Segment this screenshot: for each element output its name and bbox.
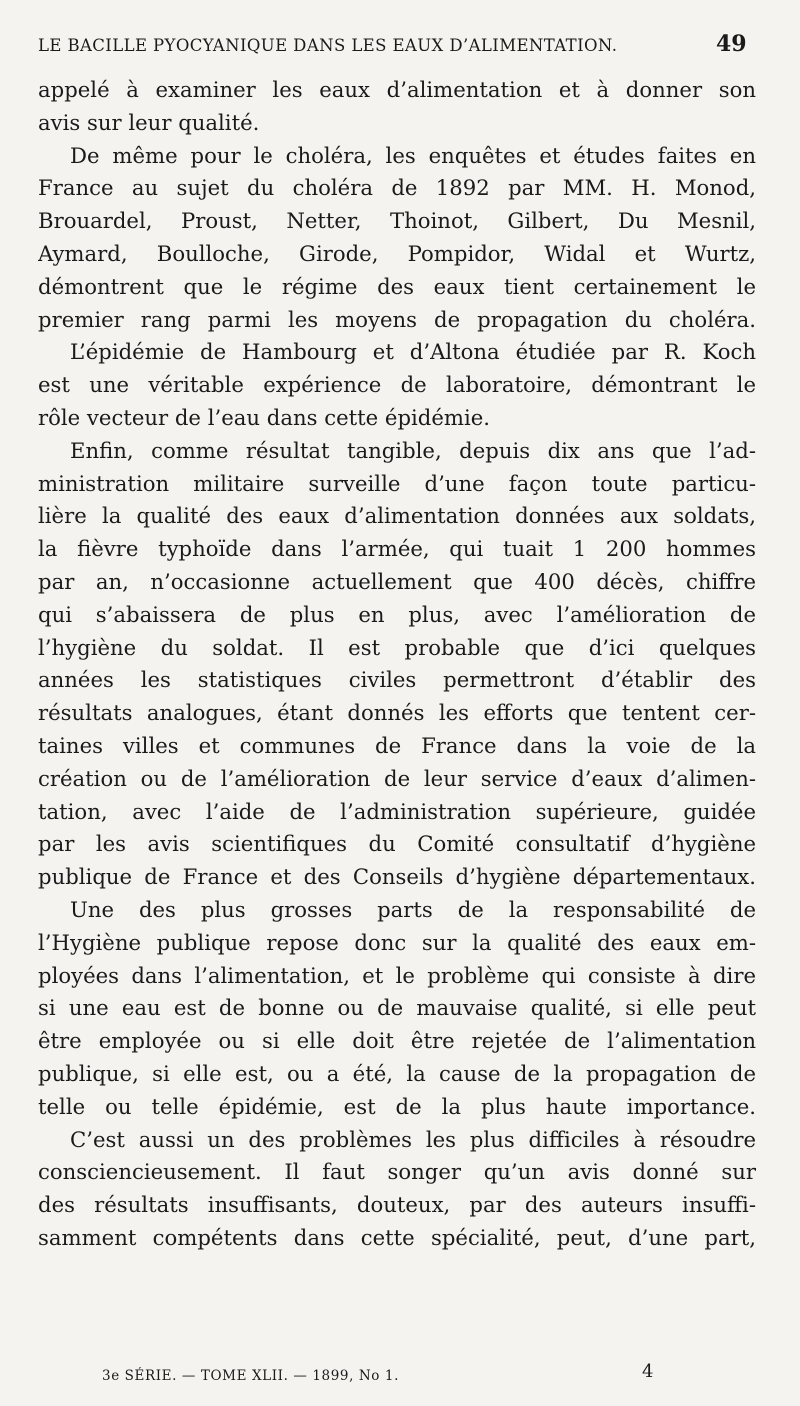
text-line: appelé à examiner les eaux d’alimentation et à donner son bbox=[38, 77, 756, 102]
text-line: France au sujet du choléra de 1892 par MM. H. Monod, bbox=[38, 175, 756, 201]
text-line: ministration militaire surveille d’une façon toute particu- bbox=[38, 470, 756, 496]
signature-number: 4 bbox=[642, 1361, 654, 1382]
text-line: Enfin, comme résultat tangible, depuis dix ans que l’ad- bbox=[70, 437, 756, 463]
text-line: création ou de l’amélioration de leur service d’eaux d’alimen- bbox=[38, 765, 756, 791]
text-line: par an, n’occasionne actuellement que 400 décès, chiffre bbox=[38, 568, 756, 594]
text-line: années les statistiques civiles permettront d’établir des bbox=[38, 667, 756, 693]
text-line: la fièvre typhoïde dans l’armée, qui tuait 1 200 hommes bbox=[38, 536, 756, 562]
text-line: tation, avec l’aide de l’administration supérieure, guidée bbox=[38, 798, 756, 824]
running-title: LE BACILLE PYOCYANIQUE DANS LES EAUX D’ALIMENTATION. bbox=[38, 36, 618, 55]
text-line: L’épidémie de Hambourg et d’Altona étudiée par R. Koch bbox=[70, 339, 756, 365]
text-line: si une eau est de bonne ou de mauvaise qualité, si elle peut bbox=[38, 995, 756, 1021]
signature-line: 3e SÉRIE. — TOME XLII. — 1899, No 1. bbox=[102, 1368, 400, 1384]
page-footer bbox=[0, 1358, 800, 1392]
page-number: 49 bbox=[716, 31, 747, 57]
text-line: avis sur leur qualité. bbox=[38, 109, 260, 135]
text-line: être employée ou si elle doit être rejetée de l’alimentation bbox=[38, 1028, 756, 1054]
text-line: par les avis scientifiques du Comité consultatif d’hygiène bbox=[38, 831, 756, 857]
text-line: samment compétents dans cette spécialité, peut, d’une part, bbox=[38, 1224, 756, 1250]
text-line: l’hygiène du soldat. Il est probable que d’ici quelques bbox=[38, 634, 756, 660]
text-line: rôle vecteur de l’eau dans cette épidémie. bbox=[38, 404, 491, 430]
text-line: Brouardel, Proust, Netter, Thoinot, Gilbert, Du Mesnil, bbox=[38, 208, 756, 234]
text-line: Aymard, Boulloche, Girode, Pompidor, Widal et Wurtz, bbox=[38, 240, 756, 266]
text-line: premier rang parmi les moyens de propagation du choléra. bbox=[38, 306, 756, 332]
text-line: résultats analogues, étant donnés les efforts que tentent cer- bbox=[38, 700, 756, 726]
page-header bbox=[0, 28, 800, 64]
text-line: consciencieusement. Il faut songer qu’un avis donné sur bbox=[38, 1159, 756, 1185]
text-line: C’est aussi un des problèmes les plus difficiles à résoudre bbox=[70, 1126, 756, 1152]
text-line: De même pour le choléra, les enquêtes et études faites en bbox=[70, 142, 756, 168]
text-line: taines villes et communes de France dans la voie de la bbox=[38, 732, 756, 758]
text-line: publique, si elle est, ou a été, la cause de la propagation de bbox=[38, 1060, 756, 1086]
text-line: l’Hygiène publique repose donc sur la qualité des eaux em- bbox=[38, 929, 756, 955]
text-line: publique de France et des Conseils d’hygiène départementaux. bbox=[38, 864, 756, 890]
text-line: est une véritable expérience de laboratoire, démontrant le bbox=[38, 372, 756, 398]
text-line: lière la qualité des eaux d’alimentation données aux soldats, bbox=[38, 503, 756, 529]
body-text bbox=[38, 74, 756, 1255]
text-line: telle ou telle épidémie, est de la plus haute importance. bbox=[38, 1093, 756, 1119]
text-line: démontrent que le régime des eaux tient certainement le bbox=[38, 273, 756, 299]
text-line: Une des plus grosses parts de la responsabilité de bbox=[70, 896, 756, 922]
text-line: ployées dans l’alimentation, et le problème qui consiste à dire bbox=[38, 962, 756, 988]
text-line: des résultats insuffisants, douteux, par des auteurs insuffi- bbox=[38, 1192, 756, 1218]
text-line: qui s’abaissera de plus en plus, avec l’amélioration de bbox=[38, 601, 756, 627]
